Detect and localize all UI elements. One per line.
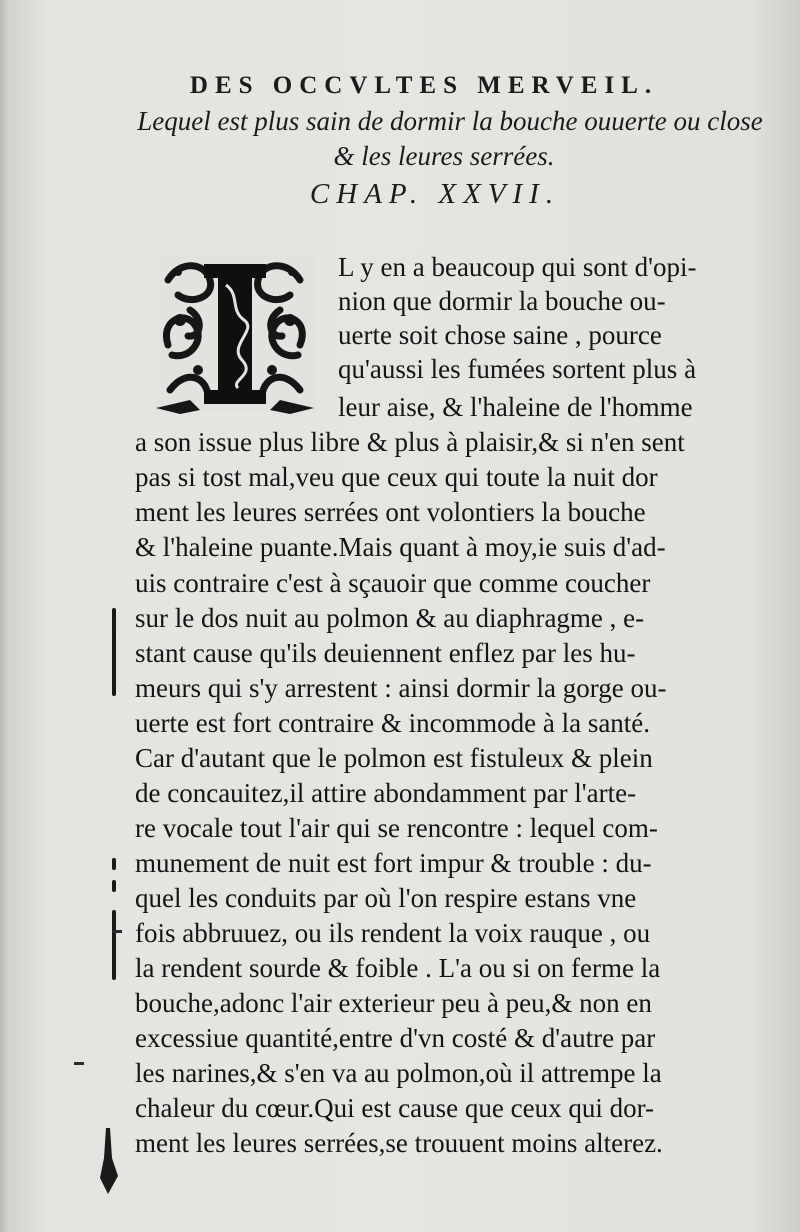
text-line: uerte est fort contraire & incommode à la santé. [135,708,651,738]
text-line: & l'haleine puante.Mais quant à moy,ie suis d'ad- [135,532,666,562]
text-line: ment les leures serrées,se trouuent moins alterez. [135,1128,663,1158]
text-line: les narines,& s'en va au polmon,où il attrempe la [135,1058,662,1088]
text-line: uerte soit chose saine , pource [338,320,662,350]
margin-bracket-mark [112,608,116,696]
text-line: re vocale tout l'air qui se rencontre : lequel com- [135,813,658,843]
text-line: nion que dormir la bouche ou- [338,286,666,316]
text-line: qu'aussi les fumées sortent plus à [338,354,697,384]
text-line: a son issue plus libre & plus à plaisir,& si n'en sent [135,427,685,457]
text-line: excessiue quantité,entre d'vn costé & d'autre par [135,1023,656,1053]
margin-tick-mark [112,930,122,933]
text-line: chaleur du cœur.Qui est cause que ceux qui dor- [135,1093,655,1123]
margin-quill-mark-icon [96,1128,120,1198]
text-line: fois abbruuez, ou ils rendent la voix rauque , ou [135,918,651,948]
text-line: bouche,adonc l'air exterieur peu à peu,& non en [135,988,652,1018]
text-line: meurs qui s'y arrestent : ainsi dormir la gorge ou- [135,673,667,703]
margin-bracket-mark [112,910,116,980]
text-line: ment les leures serrées ont volontiers la bouche [135,497,646,527]
ornament-icon [150,250,320,416]
text-line: stant cause qu'ils deuiennent enflez par les hu- [135,638,636,668]
text-line: leur aise, & l'haleine de l'homme [338,392,693,422]
running-head: DES OCCVLTES MERVEIL. [189,72,659,99]
margin-dot-mark [112,858,116,870]
text-line: de concauitez,il attire abondamment par l'arte- [135,778,637,808]
text-line: uis contraire c'est à sçauoir que comme coucher [135,568,651,598]
ornamental-initial [150,250,320,416]
margin-dash-mark [74,1062,84,1065]
text-line: pas si tost mal,veu que ceux qui toute la nuit dor [135,462,658,492]
text-line: quel les conduits par où l'on respire estans vne [135,883,637,913]
text-line: L y en a beaucoup qui sont d'opi- [338,252,697,282]
text-line: Car d'autant que le polmon est fistuleux & plein [135,743,653,773]
chapter-number: CHAP. XXVII. [309,178,561,210]
text-line: sur le dos nuit au polmon & au diaphragme , e- [135,603,645,633]
margin-dot-mark [112,880,116,892]
chapter-title-line-2: & les leures serrées. [333,141,555,171]
chapter-title-line-1: Lequel est plus sain de dormir la bouche ouuerte ou close [137,106,763,136]
text-line: la rendent sourde & foible . L'a ou si on ferme la [135,953,661,983]
text-line: munement de nuit est fort impur & trouble : du- [135,848,652,878]
